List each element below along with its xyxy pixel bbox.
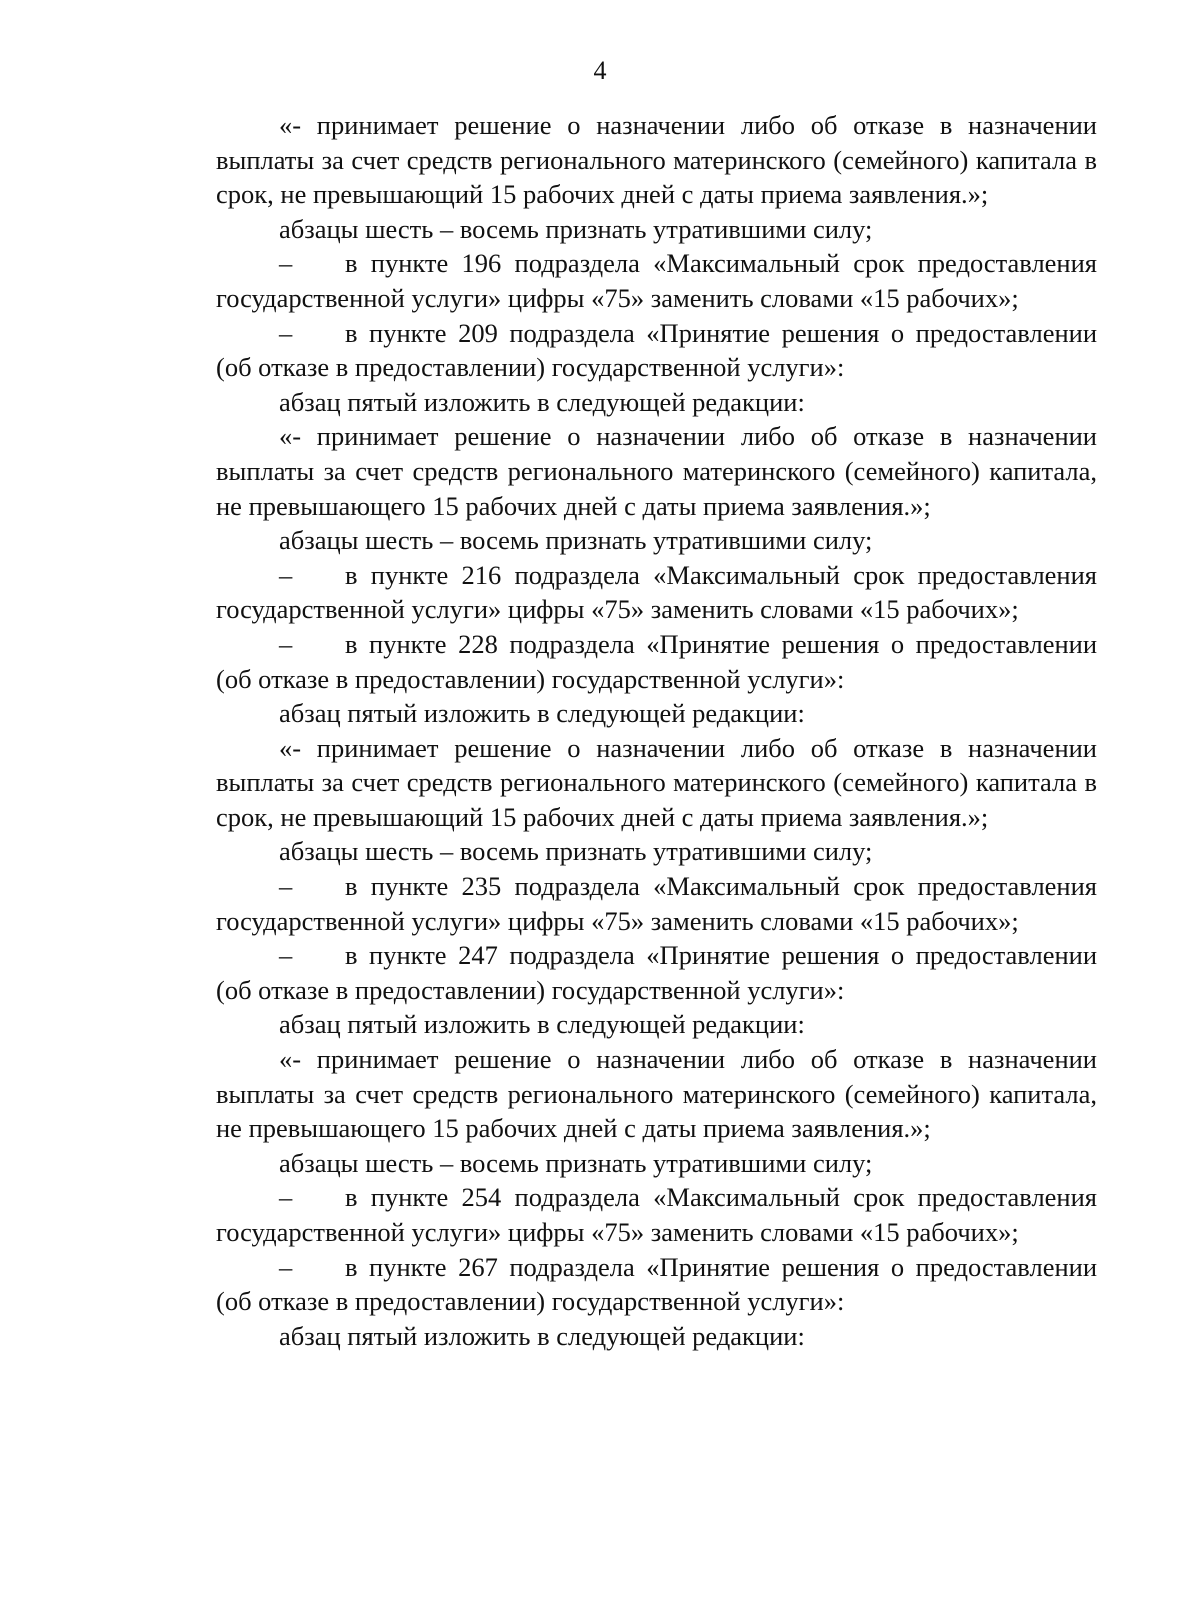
dash-list-item [216,627,1097,696]
dash-item-text: в пункте 235 подраздела «Максимальный срок предоставления государственной услуги» цифры «75» заменить словами «15 рабочих»; [216,871,1097,936]
paragraph: абзацы шесть – восемь признать утратившими силу; [279,836,873,867]
dash-item-text: в пункте 196 подраздела «Максимальный срок предоставления государственной услуги» цифры «75» заменить словами «15 рабочих»; [216,248,1097,313]
dash-marker: – [279,628,293,659]
dash-item-text: в пункте 267 подраздела «Принятие решения о предоставлении (об отказе в предоставлении) государственной услуги»: [216,1251,1097,1317]
paragraph: абзац пятый изложить в следующей редакции: [279,1009,805,1040]
document-body [216,108,1097,1353]
dash-list-item [216,1180,1097,1249]
paragraph: «- принимает решение о назначении либо об отказе в назначении выплаты за счет средств регионального материнского (семейного) капитала в срок, не превышающий 15 рабочих дней с даты приема заявления.»; [216,110,1097,210]
dash-list-item [216,938,1097,1007]
paragraph: абзацы шесть – восемь признать утратившими силу; [279,213,873,244]
dash-marker: – [279,1251,293,1282]
dash-item-text: в пункте 254 подраздела «Максимальный срок предоставления государственной услуги» цифры «75» заменить словами «15 рабочих»; [216,1182,1097,1247]
dash-list-item [216,316,1097,385]
dash-list-item [216,558,1097,627]
dash-list-item [216,246,1097,315]
dash-marker: – [279,317,293,348]
page-number: 4 [593,56,607,85]
paragraph: абзац пятый изложить в следующей редакции: [279,698,805,729]
dash-item-text: в пункте 209 подраздела «Принятие решения о предоставлении (об отказе в предоставлении) государственной услуги»: [216,317,1097,383]
paragraph: абзац пятый изложить в следующей редакции: [279,386,805,417]
dash-marker: – [279,248,293,279]
paragraph: абзацы шесть – восемь признать утратившими силу; [279,1147,873,1178]
paragraph: «- принимает решение о назначении либо об отказе в назначении выплаты за счет средств регионального материнского (семейного) капитала, не превышающего 15 рабочих дней с даты приема заявления.»; [216,421,1097,521]
dash-marker: – [279,871,293,902]
dash-marker: – [279,1182,293,1213]
dash-item-text: в пункте 228 подраздела «Принятие решения о предоставлении (об отказе в предоставлении) государственной услуги»: [216,628,1097,694]
dash-item-text: в пункте 247 подраздела «Принятие решения о предоставлении (об отказе в предоставлении) государственной услуги»: [216,940,1097,1005]
paragraph: «- принимает решение о назначении либо об отказе в назначении выплаты за счет средств регионального материнского (семейного) капитала в срок, не превышающий 15 рабочих дней с даты приема заявления.»; [216,732,1097,832]
paragraph: «- принимает решение о назначении либо об отказе в назначении выплаты за счет средств регионального материнского (семейного) капитала, не превышающего 15 рабочих дней с даты приема заявления.»; [216,1044,1097,1144]
paragraph: абзацы шесть – восемь признать утратившими силу; [279,525,873,556]
dash-marker: – [279,559,293,590]
dash-list-item [216,869,1097,938]
dash-marker: – [279,940,293,971]
paragraph: абзац пятый изложить в следующей редакции: [279,1320,805,1351]
dash-item-text: в пункте 216 подраздела «Максимальный срок предоставления государственной услуги» цифры «75» заменить словами «15 рабочих»; [216,559,1097,625]
dash-list-item [216,1250,1097,1319]
